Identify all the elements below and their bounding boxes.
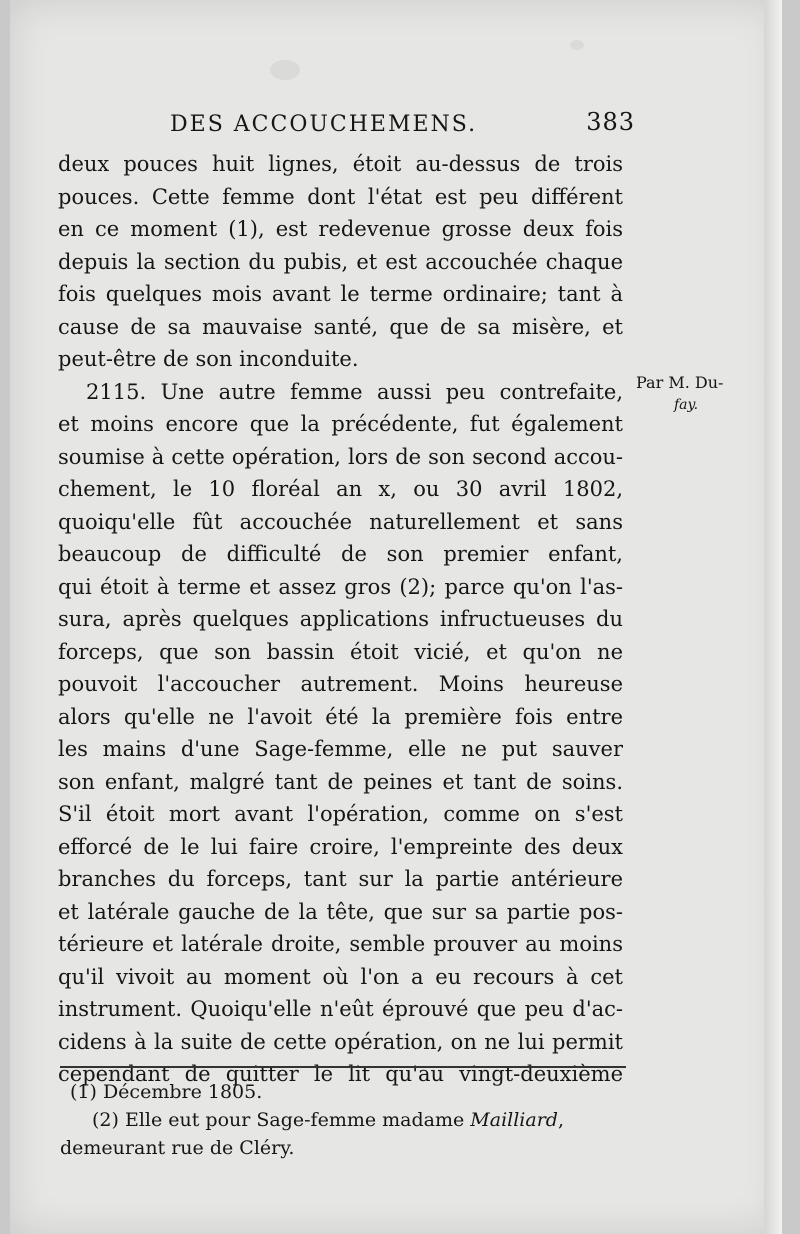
page-number: 383 <box>586 108 635 136</box>
text-line: sura, après quelques applications infructueuses du <box>58 607 623 631</box>
footnote-2-text: (2) Elle eut pour Sage-femme madame <box>92 1109 471 1131</box>
text-line: depuis la section du pubis, et est accouchée chaque <box>58 249 623 274</box>
text-line: chement, le 10 floréal an x, ou 30 avril 1802, <box>58 477 623 501</box>
text-line: peut-être de son inconduite. <box>58 347 359 371</box>
text-line: beaucoup de difficulté de son premier enfant, <box>58 542 623 566</box>
text-line: quoiqu'elle fût accouchée naturellement et sans <box>58 509 623 534</box>
margin-note-line: Par M. Du- <box>636 373 724 392</box>
body-text <box>58 148 623 1091</box>
footnote-2-punct: , <box>557 1109 564 1131</box>
footnote-1: (1) Décembre 1805. <box>70 1081 263 1103</box>
text-line: efforcé de le lui faire croire, l'empreinte des deux <box>58 834 623 859</box>
footnote-2 <box>70 1106 630 1134</box>
paper-spot <box>570 40 584 50</box>
footnotes <box>60 1078 630 1162</box>
text-line: branches du forceps, tant sur la partie antérieure <box>58 867 623 891</box>
text-line: en ce moment (1), est redevenue grosse deux fois <box>58 217 623 241</box>
running-header <box>170 108 635 142</box>
text-line: et moins encore que la précédente, fut également <box>58 412 623 436</box>
text-line: soumise à cette opération, lors de son second accou- <box>58 444 623 469</box>
paper-spot <box>270 60 300 80</box>
text-line: alors qu'elle ne l'avoit été la première fois entre <box>58 704 623 729</box>
footnote-rule <box>60 1066 626 1068</box>
text-line: térieure et latérale droite, semble prouver au moins <box>58 932 623 956</box>
text-line: pouces. Cette femme dont l'état est peu différent <box>58 184 623 209</box>
text-line: cependant de quitter le lit qu'au vingt-deuxième <box>58 1062 623 1086</box>
text-line: cause de sa mauvaise santé, que de sa misère, et <box>58 314 623 339</box>
text-line: et latérale gauche de la tête, que sur sa partie pos- <box>58 899 623 924</box>
text-line: fois quelques mois avant le terme ordinaire; tant à <box>58 282 623 306</box>
text-line: les mains d'une Sage-femme, elle ne put sauver <box>58 737 623 761</box>
text-line: deux pouces huit lignes, étoit au-dessus de trois <box>58 152 623 176</box>
footnote-2-continuation: demeurant rue de Cléry. <box>60 1137 295 1159</box>
paragraph-start-line: 2115. Une autre femme aussi peu contrefaite, <box>86 379 623 404</box>
text-line: S'il étoit mort avant l'opération, comme on s'est <box>58 802 623 826</box>
footnote-2-name: Mailliard <box>470 1109 558 1131</box>
text-line: pouvoit l'accoucher autrement. Moins heureuse <box>58 672 623 696</box>
text-line: qui étoit à terme et assez gros (2); parce qu'on l'as- <box>58 574 623 599</box>
text-line: forceps, que son bassin étoit vicié, et qu'on ne <box>58 639 623 664</box>
text-line: qu'il vivoit au moment où l'on a eu recours à cet <box>58 964 623 989</box>
margin-note <box>636 372 776 416</box>
margin-note-line: fay. <box>674 397 699 413</box>
header-title: DES ACCOUCHEMENS. <box>170 112 478 137</box>
page-edge <box>764 0 782 1234</box>
text-line: instrument. Quoiqu'elle n'eût éprouvé que peu d'ac- <box>58 997 623 1021</box>
text-line: cidens à la suite de cette opération, on ne lui permit <box>58 1029 623 1054</box>
text-line: son enfant, malgré tant de peines et tant de soins. <box>58 769 623 794</box>
